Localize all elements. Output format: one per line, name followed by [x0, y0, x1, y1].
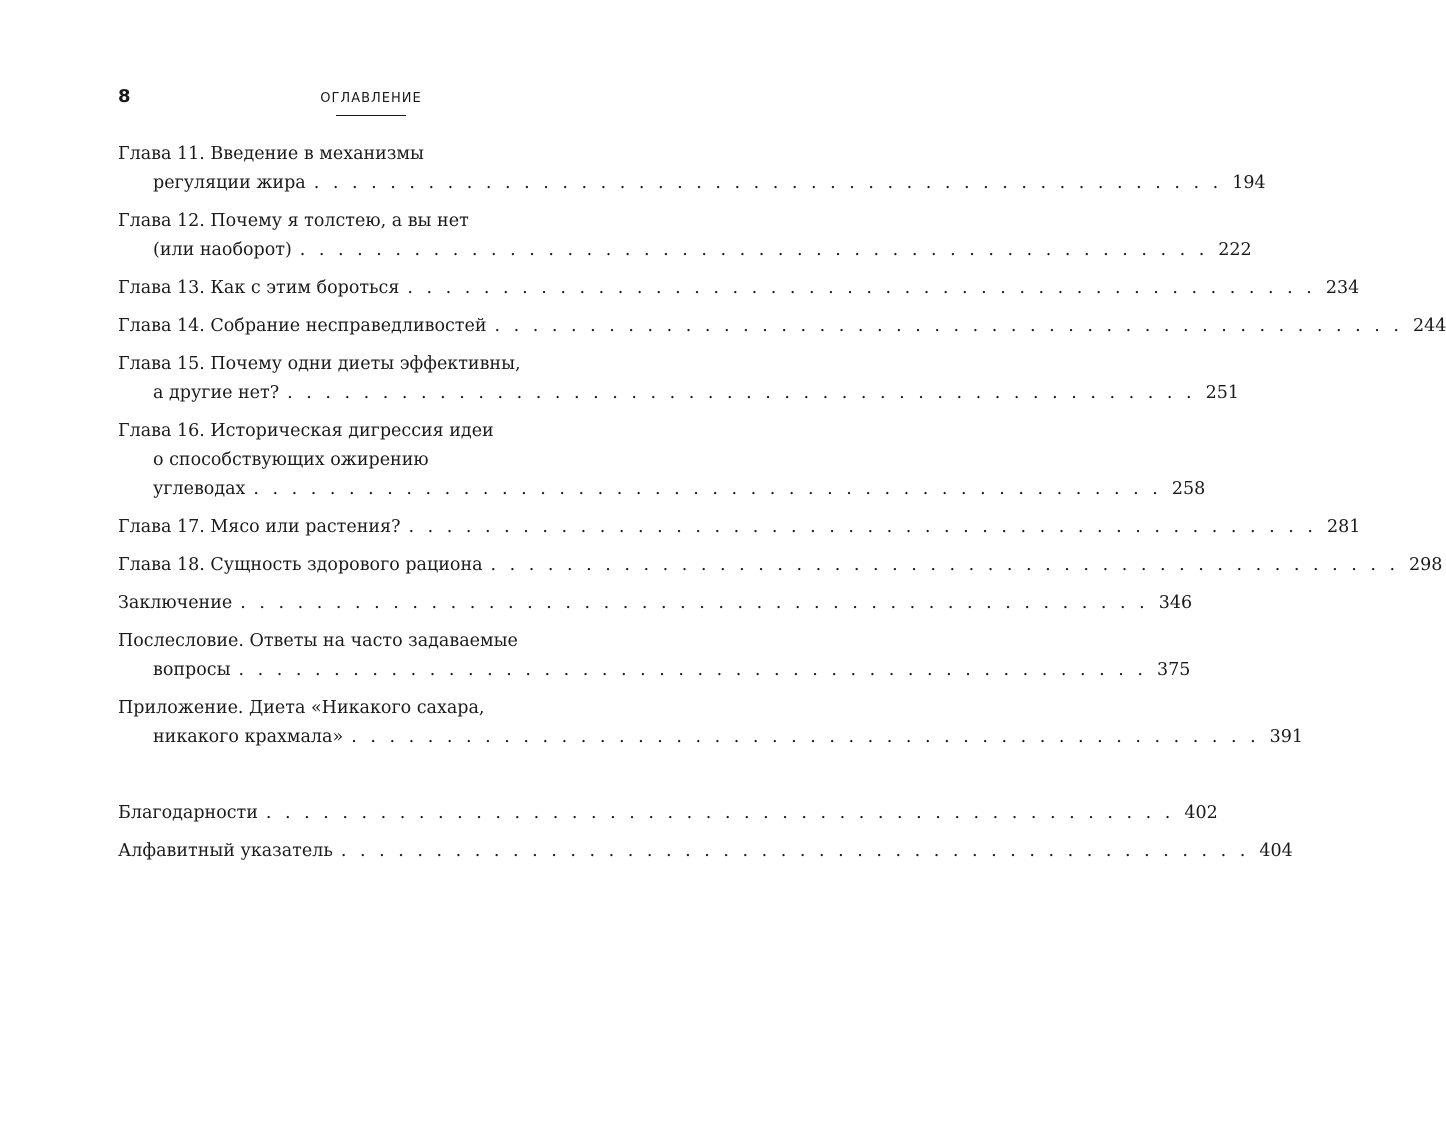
dot-leader: . . . . . . . . . . . . . . . . . . . . . . . . . . . . . . . . . . . . . . . . . . . . . . . . [313, 173, 1223, 193]
toc-entry-title: Послесловие. Ответы на часто задаваемые [118, 631, 518, 651]
toc-entry-title: Глава 14. Собрание несправедливостей [118, 316, 487, 336]
toc-entry-index[interactable] [118, 837, 1293, 866]
dot-leader: . . . . . . . . . . . . . . . . . . . . . . . . . . . . . . . . . . . . . . . . . . . . . . . . [253, 479, 1162, 499]
toc-page-number: 391 [1269, 727, 1304, 747]
running-head-rule [336, 115, 406, 116]
toc-entry-ch14[interactable] [118, 312, 1446, 341]
toc-entry-ch12[interactable] [118, 207, 1252, 265]
toc-entry-ch18[interactable] [118, 551, 1443, 580]
toc-entry-title: Глава 11. Введение в механизмы [118, 144, 424, 164]
toc-entry-title: Заключение [118, 593, 233, 613]
toc-entry-title-cont: регуляции жира [153, 173, 306, 193]
toc-entry-title: Приложение. Диета «Никакого сахара, [118, 698, 485, 718]
toc-entry-title-cont: о способствующих ожирению [153, 450, 429, 470]
dot-leader: . . . . . . . . . . . . . . . . . . . . . . . . . . . . . . . . . . . . . . . . . . . . . . . . [351, 727, 1260, 747]
dot-leader: . . . . . . . . . . . . . . . . . . . . . . . . . . . . . . . . . . . . . . . . . . . . . . . . [490, 555, 1400, 575]
toc-page-number: 244 [1412, 316, 1446, 336]
toc-entry-ch13[interactable] [118, 274, 1360, 303]
toc-entry-acknowledgements[interactable] [118, 799, 1218, 828]
page-number: 8 [118, 86, 131, 107]
dot-leader: . . . . . . . . . . . . . . . . . . . . . . . . . . . . . . . . . . . . . . . . . . . . . . . . [408, 517, 1317, 537]
dot-leader: . . . . . . . . . . . . . . . . . . . . . . . . . . . . . . . . . . . . . . . . . . . . . . . . [265, 803, 1175, 823]
toc-entry-afterword[interactable] [118, 627, 1191, 685]
running-head: ОГЛАВЛЕНИЕ [320, 91, 422, 106]
toc-page-number: 281 [1326, 517, 1361, 537]
dot-leader: . . . . . . . . . . . . . . . . . . . . . . . . . . . . . . . . . . . . . . . . . . . . . . . . [287, 383, 1196, 403]
toc-page-number: 258 [1171, 479, 1206, 499]
toc-page-number: 346 [1158, 593, 1193, 613]
dot-leader: . . . . . . . . . . . . . . . . . . . . . . . . . . . . . . . . . . . . . . . . . . . . . . . . [407, 278, 1316, 298]
table-of-contents [118, 140, 1446, 875]
toc-page-number: 251 [1205, 383, 1239, 403]
toc-entry-ch15[interactable] [118, 350, 1239, 408]
toc-entry-ch11[interactable] [118, 140, 1266, 198]
dot-leader: . . . . . . . . . . . . . . . . . . . . . . . . . . . . . . . . . . . . . . . . . . . . . . . . [340, 841, 1250, 861]
toc-entry-title: Глава 13. Как с этим бороться [118, 278, 400, 298]
dot-leader: . . . . . . . . . . . . . . . . . . . . . . . . . . . . . . . . . . . . . . . . . . . . . . . . [494, 316, 1403, 336]
dot-leader: . . . . . . . . . . . . . . . . . . . . . . . . . . . . . . . . . . . . . . . . . . . . . . . . [238, 660, 1147, 680]
toc-entry-title: Глава 12. Почему я толстею, а вы нет [118, 211, 469, 231]
toc-page-number: 194 [1232, 173, 1266, 193]
dot-leader: . . . . . . . . . . . . . . . . . . . . . . . . . . . . . . . . . . . . . . . . . . . . . . . . [240, 593, 1149, 613]
toc-entry-title-cont: никакого крахмала» [153, 727, 344, 747]
toc-page-number: 404 [1259, 841, 1293, 861]
toc-entry-appendix[interactable] [118, 694, 1304, 752]
toc-entry-title-cont: (или наоборот) [153, 240, 292, 260]
toc-entry-title: Глава 15. Почему одни диеты эффективны, [118, 354, 521, 374]
toc-page-number: 375 [1157, 660, 1191, 680]
toc-entry-title: Глава 18. Сущность здорового рациона [118, 555, 483, 575]
toc-entry-title-cont: а другие нет? [153, 383, 280, 403]
toc-entry-title: Глава 17. Мясо или растения? [118, 517, 401, 537]
toc-entry-title-cont: вопросы [153, 660, 231, 680]
toc-entry-title: Глава 16. Историческая дигрессия идеи [118, 421, 494, 441]
toc-entry-conclusion[interactable] [118, 589, 1193, 618]
toc-page-number: 402 [1184, 803, 1218, 823]
toc-page-number: 298 [1409, 555, 1443, 575]
toc-entry-title-cont: углеводах [153, 479, 246, 499]
toc-entry-ch17[interactable] [118, 513, 1361, 542]
toc-entry-title: Алфавитный указатель [118, 841, 333, 861]
toc-page-number: 234 [1325, 278, 1360, 298]
toc-entry-title: Благодарности [118, 803, 258, 823]
toc-entry-ch16[interactable] [118, 417, 1206, 504]
toc-page-number: 222 [1218, 240, 1252, 260]
dot-leader: . . . . . . . . . . . . . . . . . . . . . . . . . . . . . . . . . . . . . . . . . . . . . . . . [299, 240, 1209, 260]
